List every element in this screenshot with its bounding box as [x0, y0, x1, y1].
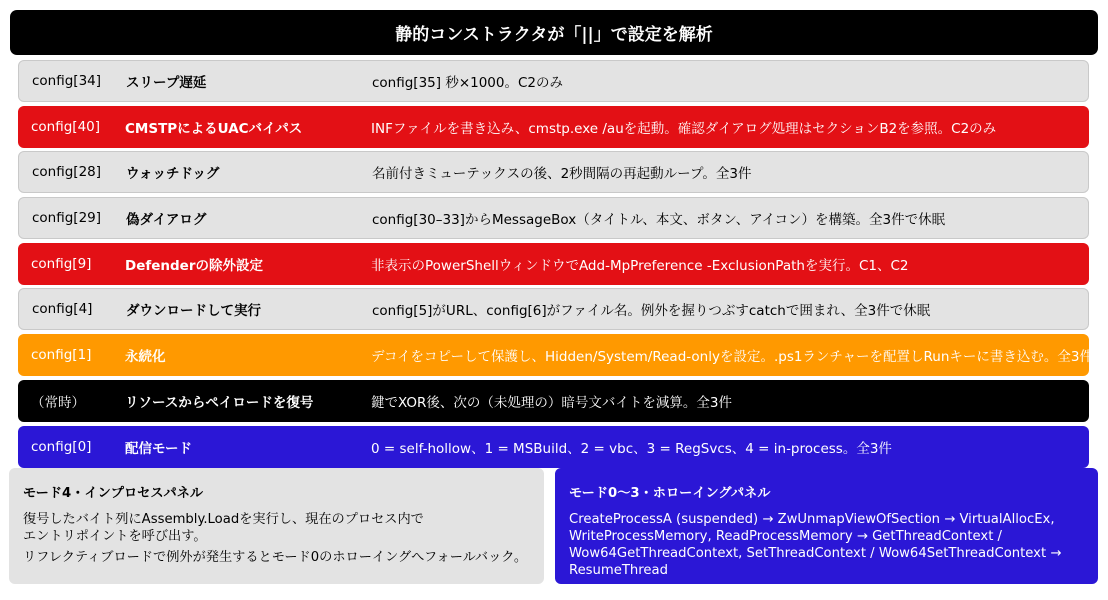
panel-text: Wow64GetThreadContext, SetThreadContext / Wow64SetThreadContext → — [569, 546, 1062, 561]
page-title: 静的コンストラクタが「||」で設定を解析 — [10, 10, 1098, 55]
config-row — [18, 197, 1089, 239]
config-row — [18, 106, 1089, 148]
row-key: config[4] — [32, 301, 93, 318]
mode4-inprocess-panel — [9, 468, 544, 584]
row-key: config[9] — [31, 255, 92, 272]
row-desc: INFファイルを書き込み、cmstp.exe /auを起動。確認ダイアログ処理はセクションB2を参照。C2のみ — [371, 120, 997, 137]
row-key: config[28] — [32, 164, 102, 181]
row-name: スリープ遅延 — [126, 75, 207, 91]
panel-title: モード0〜3・ホローイングパネル — [569, 486, 771, 501]
row-key: config[40] — [31, 118, 101, 135]
panel-text: CreateProcessA (suspended) → ZwUnmapViewOfSection → VirtualAllocEx, — [569, 512, 1055, 527]
row-name: 永続化 — [125, 349, 166, 366]
config-row — [18, 380, 1089, 422]
row-key: config[0] — [31, 438, 92, 455]
row-name: リソースからペイロードを復号 — [125, 394, 314, 411]
row-name: ウォッチドッグ — [126, 166, 220, 183]
row-desc: 0 = self-hollow、1 = MSBuild、2 = vbc、3 = RegSvcs、4 = in-process。全3件 — [371, 440, 892, 457]
row-name: Defenderの除外設定 — [125, 257, 263, 274]
config-row — [18, 288, 1089, 330]
row-key: config[29] — [32, 210, 102, 227]
row-desc: デコイをコピーして保護し、Hidden/System/Read-onlyを設定。.ps1ランチャーを配置しRunキーに書き込む。全3件 — [371, 349, 1094, 366]
panel-text: エントリポイントを呼び出す。 — [23, 529, 207, 544]
row-desc: 鍵でXOR後、次の（未処理の）暗号文バイトを減算。全3件 — [371, 394, 732, 411]
row-key: config[34] — [32, 73, 102, 89]
config-row — [18, 151, 1089, 193]
row-desc: 非表示のPowerShellウィンドウでAdd-MpPreference -ExclusionPathを実行。C1、C2 — [371, 257, 909, 274]
row-key: config[1] — [31, 347, 92, 364]
config-row — [18, 426, 1089, 468]
row-name: 偽ダイアログ — [126, 212, 207, 229]
row-desc: config[30–33]からMessageBox（タイトル、本文、ボタン、アイコン）を構築。全3件で休眠 — [372, 212, 946, 229]
config-row — [18, 60, 1089, 102]
panel-text: リフレクティブロードで例外が発生するとモード0のホローイングへフォールバック。 — [23, 550, 528, 565]
row-name: 配信モード — [125, 440, 192, 457]
config-row — [18, 334, 1094, 376]
row-desc: 名前付きミューテックスの後、2秒間隔の再起動ループ。全3件 — [372, 166, 752, 183]
panel-text: ResumeThread — [569, 563, 668, 578]
row-name: ダウンロードして実行 — [126, 303, 261, 320]
row-desc: config[5]がURL、config[6]がファイル名。例外を握りつぶすcatchで囲まれ、全3件で休眠 — [372, 303, 931, 320]
row-name: CMSTPによるUACバイパス — [125, 120, 303, 137]
panel-text: WriteProcessMemory, ReadProcessMemory → GetThreadContext / — [569, 529, 1002, 544]
panel-text: 復号したバイト列にAssembly.Loadを実行し、現在のプロセス内で — [23, 512, 424, 527]
row-key: （常時） — [31, 394, 85, 411]
config-row — [18, 243, 1089, 285]
panel-title: モード4・インプロセスパネル — [23, 486, 204, 501]
row-desc: config[35] 秒×1000。C2のみ — [372, 75, 563, 91]
config-rows — [18, 60, 1094, 471]
mode0-3-hollowing-panel — [555, 468, 1098, 584]
